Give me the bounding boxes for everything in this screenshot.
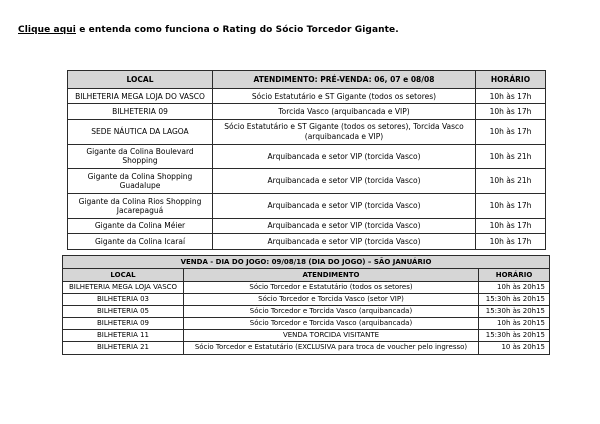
table-cell: Torcida Vasco (arquibancada e VIP) xyxy=(213,104,476,119)
table-row xyxy=(63,282,550,294)
table-row xyxy=(68,218,546,233)
table-row xyxy=(68,194,546,219)
table-row xyxy=(63,306,550,318)
table-cell: 10h às 21h xyxy=(476,169,546,194)
table-row xyxy=(63,330,550,342)
column-header-horario: HORÁRIO xyxy=(476,71,546,89)
table-row xyxy=(68,144,546,169)
page-title-text: e entenda como funciona o Rating do Sócio Torcedor Gigante. xyxy=(75,25,399,35)
table-cell: 15:30h às 20h15 xyxy=(479,330,550,342)
table-cell: Gigante da Colina Méier xyxy=(68,218,213,233)
column-header-local: LOCAL xyxy=(63,269,184,282)
column-header-horario: HORÁRIO xyxy=(479,269,550,282)
table-cell: BILHETERIA 11 xyxy=(63,330,184,342)
table-cell: BILHETERIA 05 xyxy=(63,306,184,318)
pre-sale-table-header xyxy=(68,71,546,89)
table-cell: BILHETERIA 03 xyxy=(63,294,184,306)
table-cell: Gigante da Colina Icaraí xyxy=(68,234,213,249)
pre-sale-table xyxy=(67,70,546,250)
table-row xyxy=(68,104,546,119)
table-cell: Sócio Torcedor e Estatutário (EXCLUSIVA para troca de voucher pelo ingresso) xyxy=(184,342,479,354)
table-cell: SEDE NÁUTICA DA LAGOA xyxy=(68,119,213,144)
table-cell: 15:30h às 20h15 xyxy=(479,294,550,306)
table-cell: Arquibancada e setor VIP (torcida Vasco) xyxy=(213,194,476,219)
table-cell: 10h às 17h xyxy=(476,234,546,249)
table-cell: BILHETERIA 09 xyxy=(63,318,184,330)
table-row xyxy=(68,89,546,104)
table-cell: Sócio Torcedor e Torcida Vasco (setor VIP) xyxy=(184,294,479,306)
table-cell: Sócio Torcedor e Estatutário (todos os setores) xyxy=(184,282,479,294)
table-cell: Sócio Torcedor e Torcida Vasco (arquibancada) xyxy=(184,306,479,318)
table-cell: 10h às 17h xyxy=(476,119,546,144)
table-cell: BILHETERIA MEGA LOJA VASCO xyxy=(63,282,184,294)
table-cell: Arquibancada e setor VIP (torcida Vasco) xyxy=(213,234,476,249)
table-row xyxy=(68,119,546,144)
page-title xyxy=(18,25,399,35)
game-day-table-banner: VENDA - DIA DO JOGO: 09/08/18 (DIA DO JOGO) – SÃO JANUÁRIO xyxy=(63,256,550,269)
table-row xyxy=(63,318,550,330)
table-cell: Gigante da Colina Rios Shopping Jacarepaguá xyxy=(68,194,213,219)
table-cell: Arquibancada e setor VIP (torcida Vasco) xyxy=(213,218,476,233)
game-day-table-header xyxy=(63,256,550,282)
table-cell: 10h às 20h15 xyxy=(479,318,550,330)
table-cell: Gigante da Colina Boulevard Shopping xyxy=(68,144,213,169)
table-cell: 10 às 20h15 xyxy=(479,342,550,354)
table-cell: BILHETERIA 09 xyxy=(68,104,213,119)
table-cell: Gigante da Colina Shopping Guadalupe xyxy=(68,169,213,194)
game-day-table-body xyxy=(63,282,550,355)
table-row xyxy=(63,294,550,306)
table-row xyxy=(68,234,546,249)
table-cell: VENDA TORCIDA VISITANTE xyxy=(184,330,479,342)
table-cell: 10h às 21h xyxy=(476,144,546,169)
table-cell: 15:30h às 20h15 xyxy=(479,306,550,318)
table-cell: Arquibancada e setor VIP (torcida Vasco) xyxy=(213,169,476,194)
table-cell: 10h às 17h xyxy=(476,89,546,104)
column-header-atendimento: ATENDIMENTO: PRÉ-VENDA: 06, 07 e 08/08 xyxy=(213,71,476,89)
game-day-sales-table xyxy=(62,255,550,355)
table-cell: 10h às 17h xyxy=(476,218,546,233)
table-cell: Sócio Estatutário e ST Gigante (todos os setores) xyxy=(213,89,476,104)
table-cell: 10h às 17h xyxy=(476,194,546,219)
table-cell: 10h às 17h xyxy=(476,104,546,119)
table-cell: Sócio Torcedor e Torcida Vasco (arquibancada) xyxy=(184,318,479,330)
pre-sale-table-body xyxy=(68,89,546,250)
table-cell: 10h às 20h15 xyxy=(479,282,550,294)
table-cell: BILHETERIA 21 xyxy=(63,342,184,354)
table-row xyxy=(63,342,550,354)
column-header-atendimento: ATENDIMENTO xyxy=(184,269,479,282)
rating-info-link[interactable]: Clique aqui xyxy=(18,25,76,35)
table-cell: Sócio Estatutário e ST Gigante (todos os setores), Torcida Vasco (arquibancada e VIP) xyxy=(213,119,476,144)
table-cell: BILHETERIA MEGA LOJA DO VASCO xyxy=(68,89,213,104)
column-header-local: LOCAL xyxy=(68,71,213,89)
table-cell: Arquibancada e setor VIP (torcida Vasco) xyxy=(213,144,476,169)
table-row xyxy=(68,169,546,194)
